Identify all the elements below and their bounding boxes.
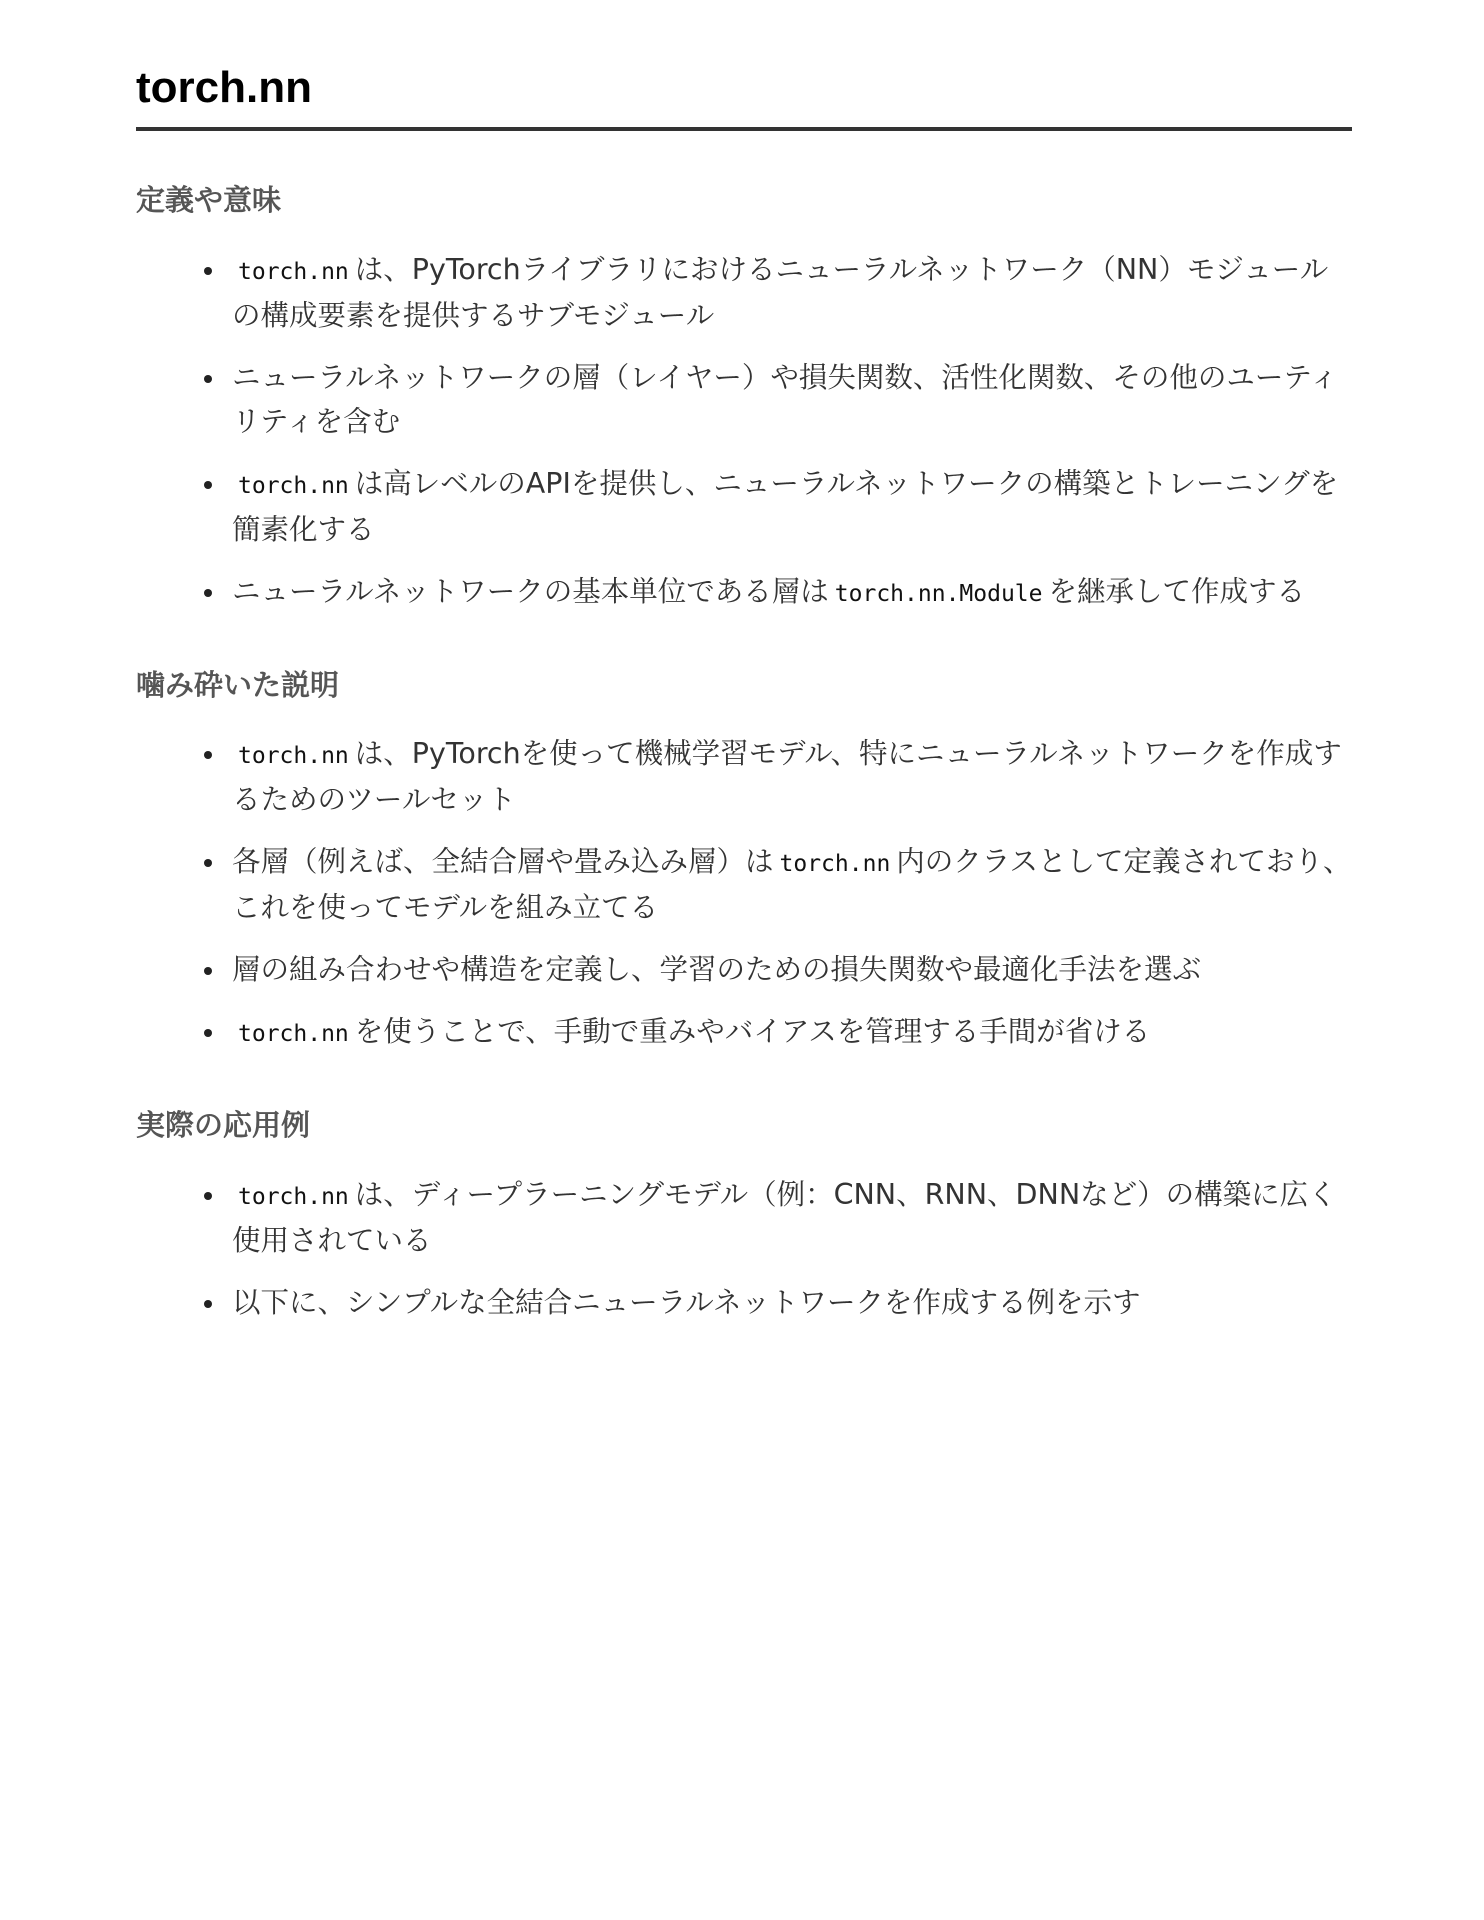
list-item [232, 570, 1352, 616]
inline-code: torch.nn [779, 851, 891, 878]
inline-code: torch.nn [238, 1184, 349, 1211]
inline-code: torch.nn [238, 472, 349, 499]
list-item [232, 1281, 1352, 1325]
item-text: を使うことで、手動で重みやバイアスを管理する手間が省ける [354, 1015, 1151, 1049]
list-item [232, 1010, 1352, 1056]
explanation-list [136, 732, 1352, 1056]
section-heading-definition: 定義や意味 [136, 182, 282, 217]
list-item [232, 462, 1352, 552]
definition-list [136, 248, 1352, 616]
list-item [232, 948, 1352, 992]
page-title: torch.nn [136, 62, 1352, 131]
inline-code: torch.nn [238, 743, 349, 770]
section-heading-explanation: 噛み砕いた説明 [136, 667, 340, 702]
item-text-post: を継承して作成する [1048, 574, 1306, 608]
section-heading-applications: 実際の応用例 [136, 1108, 311, 1143]
item-text-pre: ニューラルネットワークの基本単位である層は [232, 574, 829, 608]
list-item [232, 356, 1352, 444]
list-item [232, 1173, 1352, 1263]
inline-code: torch.nn [238, 258, 349, 285]
list-item [232, 840, 1352, 930]
inline-code: torch.nn [238, 1021, 349, 1048]
item-text-post: 内のクラスとして定義されており、これを使ってモデルを組み立てる [232, 845, 1352, 925]
item-text: 以下に、シンプルな全結合ニューラルネットワークを作成する例を示す [232, 1286, 1141, 1320]
item-text: は高レベルのAPIを提供し、ニューラルネットワークの構築とトレーニングを簡素化する [232, 466, 1339, 546]
list-item [232, 732, 1352, 822]
item-text: ニューラルネットワークの層（レイヤー）や損失関数、活性化関数、その他のユーティリティを含む [232, 360, 1339, 438]
applications-list [136, 1173, 1352, 1325]
item-text: は、PyTorchを使って機械学習モデル、特にニューラルネットワークを作成するためのツールセット [232, 737, 1342, 817]
item-text: は、PyTorchライブラリにおけるニューラルネットワーク（NN）モジュールの構成要素を提供するサブモジュール [232, 252, 1329, 332]
item-text: は、ディープラーニングモデル（例：CNN、RNN、DNNなど）の構築に広く使用されている [232, 1178, 1337, 1258]
document-page [136, 62, 1352, 1343]
list-item [232, 248, 1352, 338]
item-text-pre: 各層（例えば、全結合層や畳み込み層）は [232, 845, 774, 879]
item-text: 層の組み合わせや構造を定義し、学習のための損失関数や最適化手法を選ぶ [232, 953, 1202, 987]
inline-code: torch.nn.Module [834, 580, 1043, 607]
